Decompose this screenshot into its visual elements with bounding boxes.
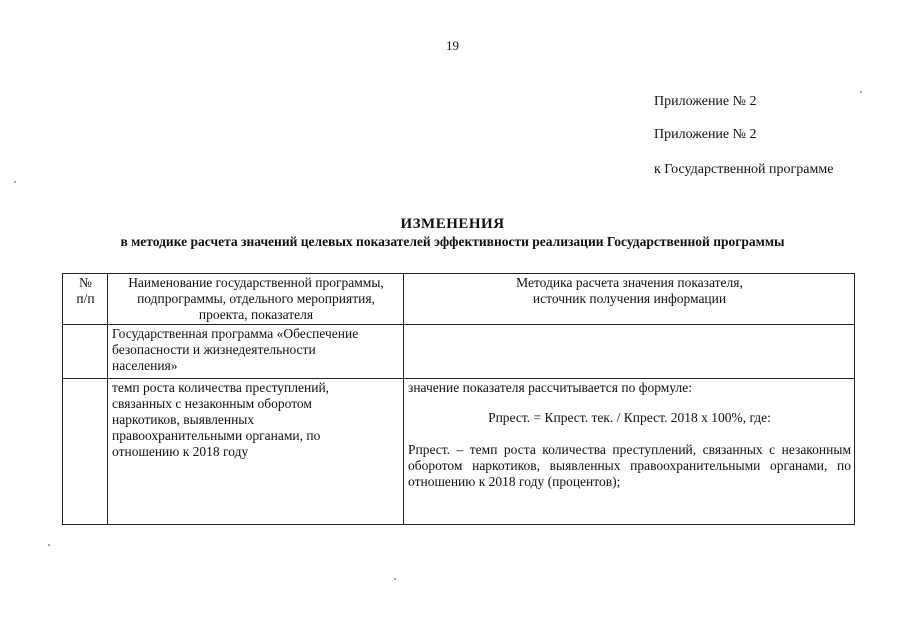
header-name-line: Наименование государственной программы,	[128, 275, 384, 290]
header-name-line: подпрограммы, отдельного мероприятия,	[137, 291, 375, 306]
header-num-cell	[63, 274, 108, 325]
table-row-program	[63, 325, 855, 379]
indicator-name-line: связанных с незаконным оборотом	[112, 396, 312, 411]
page-number: 19	[446, 38, 459, 53]
appendix-label-2: Приложение № 2	[654, 127, 757, 142]
appendix-program-ref: к Государственной программе	[654, 162, 834, 177]
indicator-num-cell	[63, 379, 108, 525]
program-name-line: Государственная программа «Обеспечение	[112, 326, 359, 341]
title-main: ИЗМЕНЕНИЯ	[400, 216, 505, 232]
title-subtitle: в методике расчета значений целевых показателей эффективности реализации Государственной программы	[120, 234, 785, 249]
document-title	[0, 216, 905, 250]
scan-speck	[14, 181, 16, 183]
header-name-line: проекта, показателя	[198, 307, 314, 322]
scan-speck	[48, 544, 50, 546]
header-num-line: п/п	[76, 291, 95, 306]
changes-table	[62, 273, 855, 525]
program-name-line: населения»	[112, 358, 178, 373]
header-method-cell	[404, 274, 855, 325]
indicator-name-line: наркотиков, выявленных	[112, 412, 255, 427]
header-num-line: №	[79, 275, 92, 290]
indicator-method-cell	[404, 379, 855, 525]
scan-speck	[860, 91, 862, 93]
indicator-name-cell	[108, 379, 404, 525]
appendix-label-1: Приложение № 2	[654, 94, 757, 109]
method-formula: Рпрест. = Кпрест. тек. / Кпрест. 2018 х 100%, где:	[488, 410, 771, 425]
header-method-line: источник получения информации	[532, 291, 727, 306]
indicator-name-line: правоохранительными органами, по	[112, 428, 321, 443]
scan-speck	[394, 578, 396, 580]
header-name-cell	[108, 274, 404, 325]
method-intro: значение показателя рассчитывается по формуле:	[408, 380, 692, 395]
header-method-line: Методика расчета значения показателя,	[516, 275, 743, 290]
program-method-cell	[404, 325, 855, 379]
program-name-cell	[108, 325, 404, 379]
program-num-cell	[63, 325, 108, 379]
table-header-row	[63, 274, 855, 325]
table-row-indicator	[63, 379, 855, 525]
method-definition: Рпрест. – темп роста количества преступлений, связанных с незаконным оборотом наркотиков, выявленных правоохранительными органами, по отношению к 2018 году (процентов);	[408, 442, 851, 489]
program-name-line: безопасности и жизнедеятельности	[112, 342, 316, 357]
indicator-name-line: темп роста количества преступлений,	[112, 380, 330, 395]
indicator-name-line: отношению к 2018 году	[112, 444, 249, 459]
